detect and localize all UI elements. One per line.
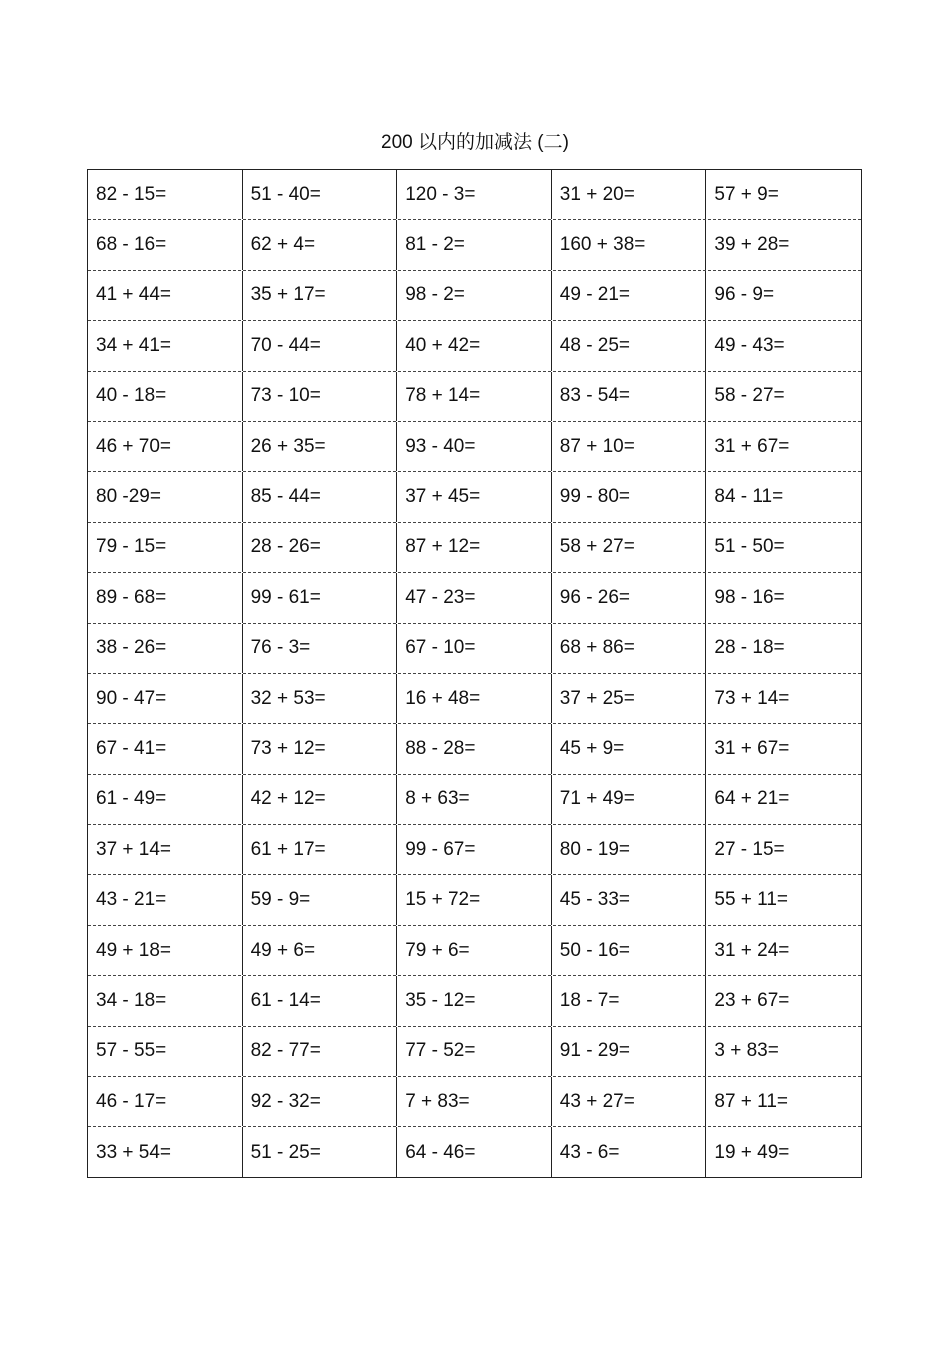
problem-cell: 61 - 49=	[88, 775, 243, 824]
problem-cell: 35 - 12=	[397, 976, 552, 1025]
table-row	[88, 170, 861, 220]
problem-cell: 40 - 18=	[88, 372, 243, 421]
problem-cell: 90 - 47=	[88, 674, 243, 723]
table-row	[88, 523, 861, 573]
problem-cell: 28 - 18=	[714, 637, 785, 659]
problem-cell: 59 - 9=	[243, 875, 398, 924]
table-row	[88, 422, 861, 472]
problem-cell: 80 -29=	[88, 472, 243, 521]
problem-cell: 46 + 70=	[88, 422, 243, 471]
table-row	[88, 271, 861, 321]
table-row	[88, 724, 861, 774]
problem-cell: 62 + 4=	[243, 220, 398, 269]
problem-cell: 48 - 25=	[552, 321, 707, 370]
table-row	[88, 573, 861, 623]
problem-cell: 71 + 49=	[552, 775, 707, 824]
problem-cell: 31 + 67=	[714, 737, 790, 759]
problem-cell: 46 - 17=	[88, 1077, 243, 1126]
problem-cell: 68 - 16=	[88, 220, 243, 269]
problem-cell: 99 - 67=	[397, 825, 552, 874]
problem-cell: 78 + 14=	[397, 372, 552, 421]
problem-cell: 18 - 7=	[552, 976, 707, 1025]
table-row	[88, 220, 861, 270]
problem-cell: 34 - 18=	[88, 976, 243, 1025]
problem-cell: 83 - 54=	[552, 372, 707, 421]
problem-cell: 49 + 6=	[243, 926, 398, 975]
problem-cell: 82 - 77=	[243, 1027, 398, 1076]
problem-cell: 73 - 10=	[243, 372, 398, 421]
problem-cell: 81 - 2=	[397, 220, 552, 269]
problem-cell: 87 + 10=	[552, 422, 707, 471]
problem-cell: 79 + 6=	[397, 926, 552, 975]
table-row	[88, 624, 861, 674]
problem-cell: 34 + 41=	[88, 321, 243, 370]
problem-cell: 82 - 15=	[88, 170, 243, 219]
problem-cell: 76 - 3=	[243, 624, 398, 673]
problem-cell: 61 - 14=	[243, 976, 398, 1025]
table-row	[88, 321, 861, 371]
problem-cell: 77 - 52=	[397, 1027, 552, 1076]
problem-cell: 67 - 10=	[397, 624, 552, 673]
problem-cell: 26 + 35=	[243, 422, 398, 471]
problem-cell: 19 + 49=	[714, 1141, 790, 1163]
table-row	[88, 825, 861, 875]
table-row	[88, 976, 861, 1026]
problem-cell: 87 + 11=	[714, 1090, 788, 1112]
problem-cell: 89 - 68=	[88, 573, 243, 622]
problem-cell: 58 + 27=	[552, 523, 707, 572]
problem-cell: 7 + 83=	[397, 1077, 552, 1126]
problem-cell: 160 + 38=	[552, 220, 707, 269]
problem-cell: 79 - 15=	[88, 523, 243, 572]
problem-cell: 43 - 6=	[552, 1127, 707, 1177]
problem-cell: 3 + 83=	[714, 1040, 779, 1062]
problem-cell: 70 - 44=	[243, 321, 398, 370]
table-row	[88, 1127, 861, 1177]
problem-cell: 47 - 23=	[397, 573, 552, 622]
problem-cell: 37 + 45=	[397, 472, 552, 521]
problem-cell: 57 + 9=	[714, 183, 779, 205]
problem-cell: 16 + 48=	[397, 674, 552, 723]
problem-table	[87, 169, 862, 1178]
problem-cell: 45 - 33=	[552, 875, 707, 924]
problem-cell: 49 - 43=	[714, 334, 785, 356]
problem-cell: 38 - 26=	[88, 624, 243, 673]
problem-cell: 35 + 17=	[243, 271, 398, 320]
table-row	[88, 926, 861, 976]
problem-cell: 51 - 25=	[243, 1127, 398, 1177]
problem-cell: 58 - 27=	[714, 385, 785, 407]
problem-cell: 120 - 3=	[397, 170, 552, 219]
problem-cell: 31 + 67=	[714, 435, 790, 457]
problem-cell: 73 + 12=	[243, 724, 398, 773]
problem-cell: 85 - 44=	[243, 472, 398, 521]
problem-cell: 39 + 28=	[714, 234, 790, 256]
problem-cell: 73 + 14=	[714, 687, 790, 709]
problem-cell: 37 + 25=	[552, 674, 707, 723]
table-row	[88, 1027, 861, 1077]
problem-cell: 23 + 67=	[714, 989, 790, 1011]
table-row	[88, 1077, 861, 1127]
problem-cell: 49 + 18=	[88, 926, 243, 975]
table-row	[88, 775, 861, 825]
problem-cell: 87 + 12=	[397, 523, 552, 572]
problem-cell: 98 - 16=	[714, 586, 785, 608]
table-row	[88, 875, 861, 925]
problem-cell: 15 + 72=	[397, 875, 552, 924]
problem-cell: 51 - 50=	[714, 536, 785, 558]
table-row	[88, 674, 861, 724]
problem-cell: 64 - 46=	[397, 1127, 552, 1177]
problem-cell: 27 - 15=	[714, 838, 785, 860]
problem-cell: 37 + 14=	[88, 825, 243, 874]
problem-cell: 96 - 26=	[552, 573, 707, 622]
problem-cell: 33 + 54=	[88, 1127, 243, 1177]
page-title: 200 以内的加减法 (二)	[381, 132, 569, 153]
problem-cell: 41 + 44=	[88, 271, 243, 320]
problem-cell: 80 - 19=	[552, 825, 707, 874]
problem-cell: 98 - 2=	[397, 271, 552, 320]
problem-cell: 91 - 29=	[552, 1027, 707, 1076]
problem-cell: 49 - 21=	[552, 271, 707, 320]
problem-cell: 68 + 86=	[552, 624, 707, 673]
problem-cell: 92 - 32=	[243, 1077, 398, 1126]
problem-cell: 99 - 80=	[552, 472, 707, 521]
problem-cell: 31 + 24=	[714, 939, 790, 961]
table-row	[88, 372, 861, 422]
problem-cell: 28 - 26=	[243, 523, 398, 572]
problem-cell: 50 - 16=	[552, 926, 707, 975]
problem-cell: 64 + 21=	[714, 788, 790, 810]
problem-cell: 61 + 17=	[243, 825, 398, 874]
problem-cell: 67 - 41=	[88, 724, 243, 773]
problem-cell: 88 - 28=	[397, 724, 552, 773]
problem-cell: 43 + 27=	[552, 1077, 707, 1126]
problem-cell: 51 - 40=	[243, 170, 398, 219]
problem-cell: 96 - 9=	[714, 284, 775, 306]
problem-cell: 43 - 21=	[88, 875, 243, 924]
table-row	[88, 472, 861, 522]
problem-cell: 40 + 42=	[397, 321, 552, 370]
problem-cell: 99 - 61=	[243, 573, 398, 622]
problem-cell: 32 + 53=	[243, 674, 398, 723]
problem-cell: 93 - 40=	[397, 422, 552, 471]
problem-cell: 84 - 11=	[714, 486, 784, 508]
problem-cell: 8 + 63=	[397, 775, 552, 824]
problem-cell: 55 + 11=	[714, 889, 788, 911]
problem-cell: 31 + 20=	[552, 170, 707, 219]
problem-cell: 57 - 55=	[88, 1027, 243, 1076]
problem-cell: 42 + 12=	[243, 775, 398, 824]
problem-cell: 45 + 9=	[552, 724, 707, 773]
